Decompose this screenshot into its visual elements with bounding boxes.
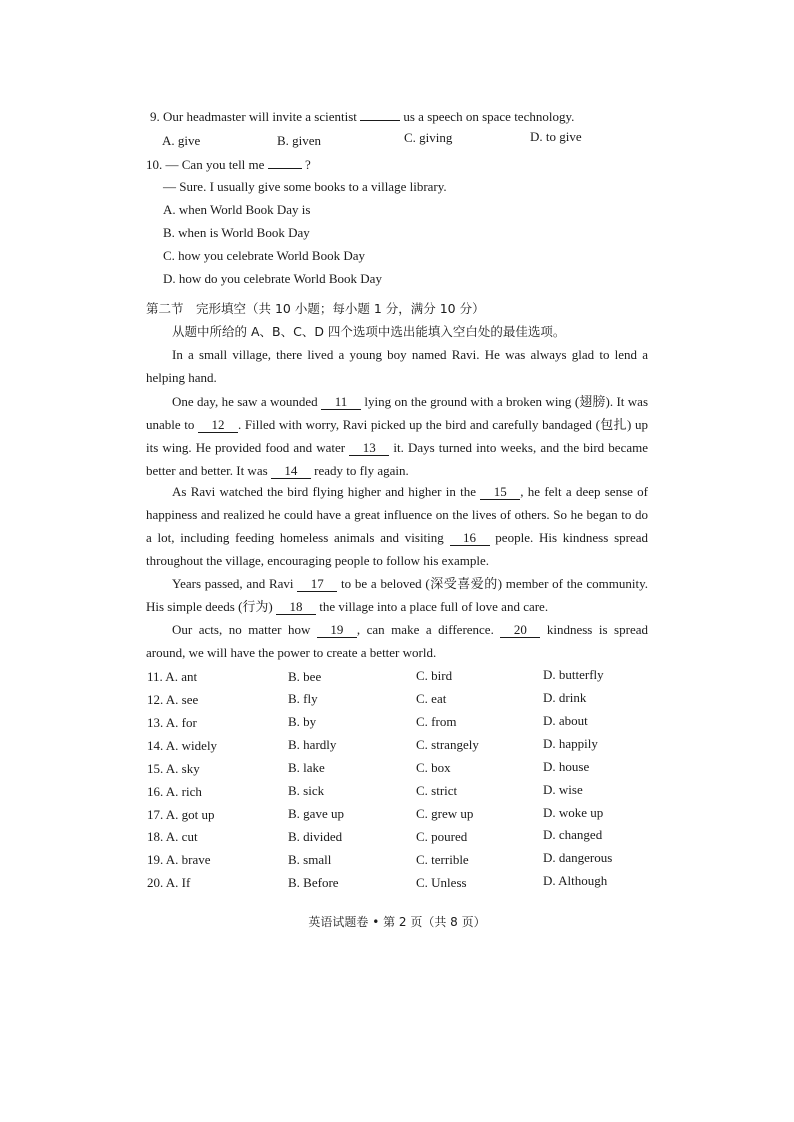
q10-blank xyxy=(268,156,302,169)
choice-15-a: 15. A. sky xyxy=(147,761,200,776)
choice-18-d: D. changed xyxy=(543,827,603,842)
choice-18-b: B. divided xyxy=(288,829,343,844)
choice-20-a: 20. A. If xyxy=(147,875,191,890)
blank-13: 13 xyxy=(349,440,389,456)
blank-17: 17 xyxy=(297,576,337,592)
choice-13-a: 13. A. for xyxy=(147,715,197,730)
choice-11-b: B. bee xyxy=(288,669,322,684)
choice-15-b: B. lake xyxy=(288,760,325,775)
choice-18-a: 18. A. cut xyxy=(147,829,198,844)
choice-14-b: B. hardly xyxy=(288,737,337,752)
choice-12-b: B. fly xyxy=(288,691,318,706)
choice-16-d: D. wise xyxy=(543,782,583,797)
choice-16-a: 16. A. rich xyxy=(147,784,202,799)
q9-blank xyxy=(360,108,400,121)
choice-19-b: B. small xyxy=(288,852,332,867)
blank-11: 11 xyxy=(321,394,361,410)
choice-20-d: D. Although xyxy=(543,873,608,888)
choice-16-b: B. sick xyxy=(288,783,325,798)
choice-14-d: D. happily xyxy=(543,736,598,751)
q10-option-a: A. when World Book Day is xyxy=(163,202,311,217)
choice-13-d: D. about xyxy=(543,713,588,728)
choice-11-d: D. butterfly xyxy=(543,667,604,682)
blank-19: 19 xyxy=(317,622,357,638)
choice-16-c: C. strict xyxy=(416,783,458,798)
blank-18: 18 xyxy=(276,599,316,615)
choice-20-b: B. Before xyxy=(288,875,339,890)
choice-14-c: C. strangely xyxy=(416,737,479,752)
blank-14: 14 xyxy=(271,463,311,479)
q10-stem: 10. — Can you tell me ? xyxy=(146,157,311,172)
q9-option-d: D. to give xyxy=(530,129,582,144)
choice-11-c: C. bird xyxy=(416,668,453,683)
choice-17-c: C. grew up xyxy=(416,806,474,821)
choice-19-d: D. dangerous xyxy=(543,850,613,865)
passage-paragraph-5: Our acts, no matter how 19 , can make a difference. 20 kindness is spread around, we will have the power to create a better world. xyxy=(146,622,648,660)
passage-paragraph-4: Years passed, and Ravi 17 to be a beloved (深受喜爱的) member of the community. His simple deeds (行为) 18 the village into a place full of love and care. xyxy=(146,576,649,614)
choice-13-b: B. by xyxy=(288,714,317,729)
page-footer: 英语试题卷 • 第 2 页（共 8 页） xyxy=(308,915,486,929)
choice-12-a: 12. A. see xyxy=(147,692,199,707)
choice-17-b: B. gave up xyxy=(288,806,344,821)
choice-19-a: 19. A. brave xyxy=(147,852,211,867)
q9-stem: 9. Our headmaster will invite a scientist us a speech on space technology. xyxy=(150,109,575,124)
section-title: 第二节 完形填空（共 10 小题；每小题 1 分，满分 10 分） xyxy=(146,301,485,316)
passage-paragraph-1: In a small village, there lived a young boy named Ravi. He was always glad to lend a helping hand. xyxy=(146,347,648,385)
choice-19-c: C. terrible xyxy=(416,852,469,867)
choice-18-c: C. poured xyxy=(416,829,468,844)
choice-12-d: D. drink xyxy=(543,690,587,705)
q10-option-c: C. how you celebrate World Book Day xyxy=(163,248,365,263)
blank-15: 15 xyxy=(480,484,520,500)
choice-17-d: D. woke up xyxy=(543,805,604,820)
section-instruction: 从题中所给的 A、B、C、D 四个选项中选出能填入空白处的最佳选项。 xyxy=(172,324,566,339)
blank-20: 20 xyxy=(500,622,540,638)
choice-15-c: C. box xyxy=(416,760,451,775)
q9-option-a: A. give xyxy=(162,133,201,148)
q9-option-b: B. given xyxy=(277,133,322,148)
blank-12: 12 xyxy=(198,417,238,433)
passage-paragraph-3: As Ravi watched the bird flying higher and higher in the 15 , he felt a deep sense of happiness and realized he could have a great influence on the lives of others. So he began to do a lot, including feeding homeless animals and visiting 16 people. His kindness spread throughout the village, encouraging people to follow his example. xyxy=(146,484,649,568)
choice-12-c: C. eat xyxy=(416,691,447,706)
q10-option-b: B. when is World Book Day xyxy=(163,225,310,240)
choice-13-c: C. from xyxy=(416,714,457,729)
q9-option-c: C. giving xyxy=(404,130,453,145)
choice-17-a: 17. A. got up xyxy=(147,807,215,822)
passage-paragraph-2: One day, he saw a wounded 11 lying on the ground with a broken wing (翅膀). It was unable to 12 . Filled with worry, Ravi picked up the bird and carefully bandaged (包扎) up its wing. He provided food and water 13 it. Days turned into weeks, and the bird became better and better. It was 14 ready to fly again. xyxy=(146,394,649,478)
choice-14-a: 14. A. widely xyxy=(147,738,218,753)
choice-11-a: 11. A. ant xyxy=(147,669,198,684)
choice-20-c: C. Unless xyxy=(416,875,467,890)
blank-16: 16 xyxy=(450,530,490,546)
q10-option-d: D. how do you celebrate World Book Day xyxy=(163,271,382,286)
q10-reply: — Sure. I usually give some books to a village library. xyxy=(163,179,447,194)
choice-15-d: D. house xyxy=(543,759,590,774)
